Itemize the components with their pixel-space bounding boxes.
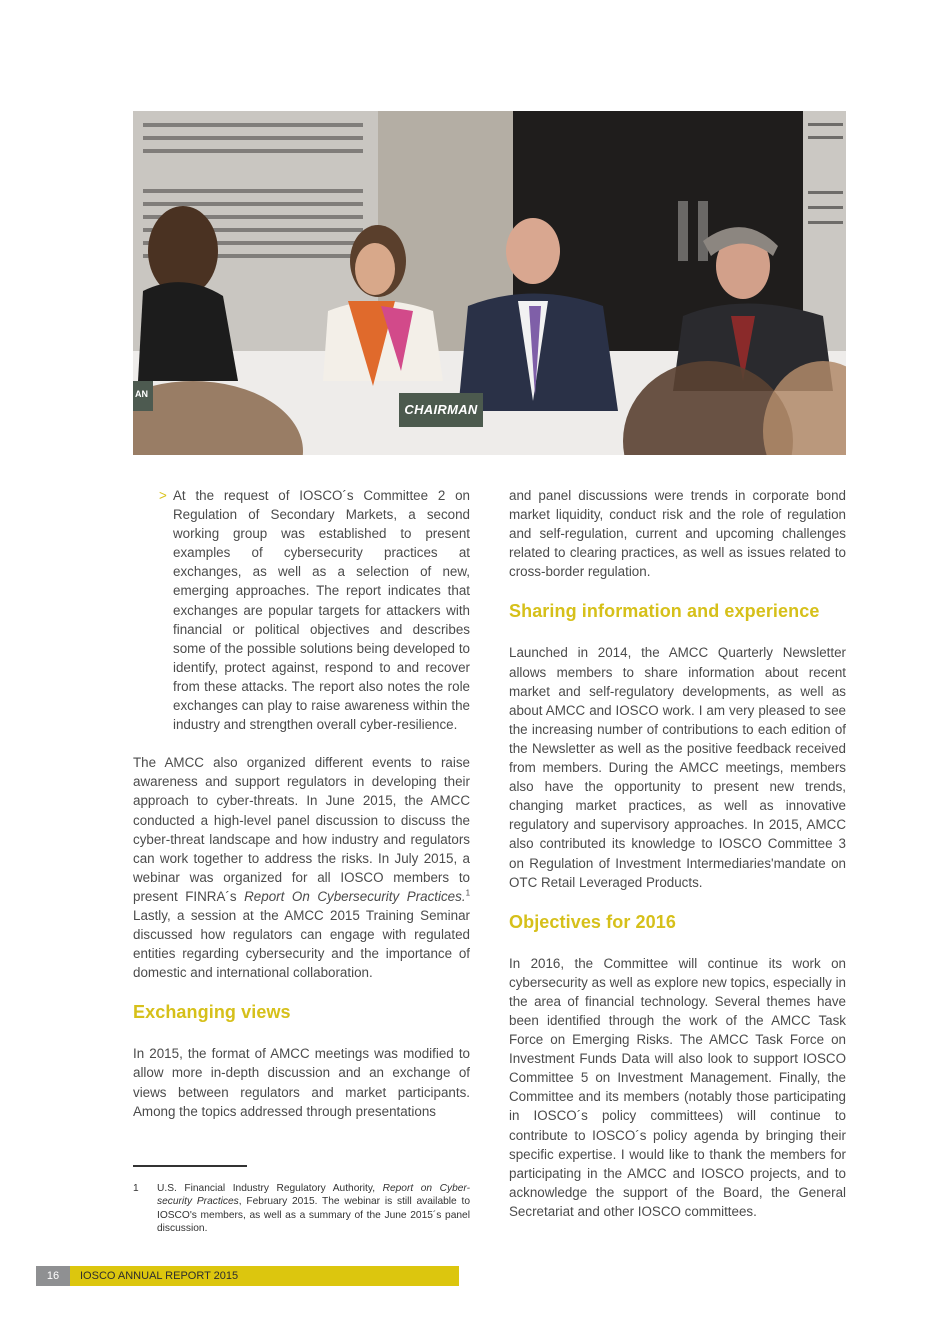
chairman-nameplate: CHAIRMAN bbox=[404, 402, 478, 417]
footer-title: IOSCO ANNUAL REPORT 2015 bbox=[70, 1266, 459, 1286]
footnote-ref[interactable]: 1 bbox=[465, 888, 471, 898]
footnote-text-end: , February 2015. The webinar is still available to IOSCO's members, as well as a summary of the June 2015´s panel discussion. bbox=[157, 1196, 470, 1235]
footnote-divider bbox=[133, 1165, 247, 1167]
right-column bbox=[509, 486, 846, 1240]
meeting-photo bbox=[133, 111, 846, 455]
events-paragraph bbox=[133, 753, 470, 982]
footnote bbox=[133, 1182, 470, 1236]
events-text: The AMCC also organized different events to raise awareness and support regulators in developing their approach to cyber-threats. In June 2015, the AMCC conducted a high-level panel discussion to discuss the cyber-threat landscape and how industry and regulators can work together to address the risks. In July 2015, a webinar was organized for all IOSCO members to present FINRA´s bbox=[133, 755, 470, 904]
page-number: 16 bbox=[36, 1266, 70, 1286]
bullet-paragraph bbox=[133, 486, 470, 734]
events-text-continued: Lastly, a session at the AMCC 2015 Training Seminar discussed how regulators can engage with regulated entities regarding cybersecurity and the importance of domestic and international collaboration. bbox=[133, 907, 470, 981]
chevron-right-icon: > bbox=[159, 488, 167, 503]
continued-paragraph: and panel discussions were trends in corporate bond market liquidity, conduct risk and the role of regulation and self-regulation, current and upcoming challenges related to clearing practices, as well as issues related to cross-border regulation. bbox=[509, 488, 846, 580]
heading-sharing-information: Sharing information and experience bbox=[509, 601, 820, 622]
footnote-text-start: U.S. Financial Industry Regulatory Authority, bbox=[157, 1183, 383, 1194]
exchanging-paragraph: In 2015, the format of AMCC meetings was modified to allow more in-depth discussion and an exchange of views between regulators and market participants. Among the topics addressed through presentations bbox=[133, 1046, 470, 1119]
partial-nameplate: AN bbox=[135, 389, 148, 399]
heading-objectives-2016: Objectives for 2016 bbox=[509, 911, 676, 932]
footnote-report-title: Report on Cyber-security Practices bbox=[157, 1183, 471, 1208]
heading-exchanging-views: Exchanging views bbox=[133, 1002, 291, 1023]
footnote-number: 1 bbox=[133, 1183, 139, 1194]
report-title: Report On Cybersecurity Practices. bbox=[244, 888, 466, 904]
bullet-text: At the request of IOSCO´s Committee 2 on Regulation of Secondary Markets, a second working group was established to present examples of cybersecurity practices at exchanges, as well as a selection of new, emerging approaches. The report indicates that exchanges are popular targets for attackers with financial or political objectives and describes some of the possible solutions being developed to identify, protect against, respond to and recover from these attacks. The report also notes the role exchanges can play to raise awareness within the industry and strengthen overall cyber-resilience. bbox=[173, 488, 470, 733]
meeting-photo-illustration bbox=[133, 111, 846, 455]
footnote-text bbox=[157, 1182, 470, 1236]
left-column bbox=[133, 486, 470, 1140]
sharing-paragraph: Launched in 2014, the AMCC Quarterly Newsletter allows members to share information about recent market and self-regulatory developments, as well as about AMCC and IOSCO work. I am very pleased to see the increasing number of contributions to each edition of the Newsletter as well as the positive feedback received from members. During the AMCC meetings, members also have the opportunity to present new trends, changing market practices, as well as innovative regulatory and supervisory approaches. In 2015, AMCC also contributed its knowledge to IOSCO Committee 3 on Regulation of Investment Intermediaries'mandate on OTC Retail Leveraged Products. bbox=[509, 645, 846, 890]
objectives-paragraph: In 2016, the Committee will continue its work on cybersecurity as well as explore new topics, especially in the area of financial technology. Several themes have been identified through the work of the AMCC Task Force on Emerging Risks. The AMCC Task Force on Investment Funds Data will also look to support IOSCO Committee 5 on Investment Management. Finally, the Committee and its members (notably those participating in IOSCO´s policy committees) will continue to contribute to IOSCO´s policy agenda by bringing their specific expertise. I would like to thank the members for participating in the AMCC and IOSCO projects, and to acknowledge the support of the Board, the General Secretariat and other IOSCO committees. bbox=[509, 955, 846, 1219]
